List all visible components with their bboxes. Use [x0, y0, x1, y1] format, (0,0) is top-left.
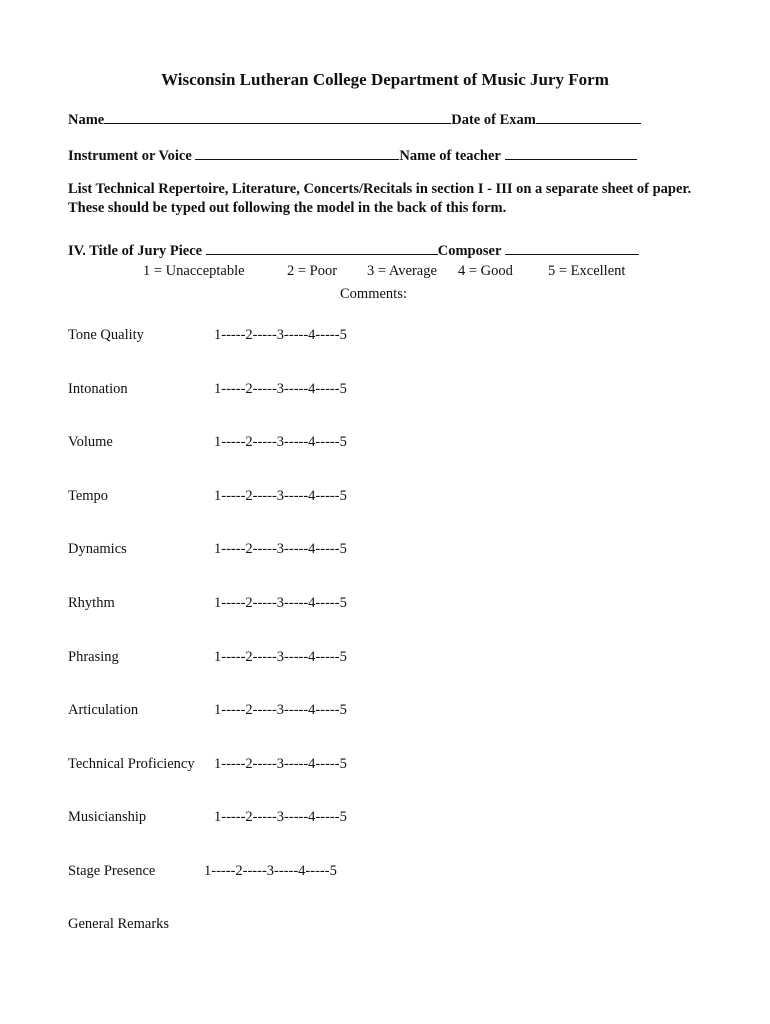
instrument-row: [68, 146, 637, 165]
rating-scale-tempo[interactable]: 1-----2-----3-----4-----5: [214, 488, 347, 504]
name-field[interactable]: [104, 110, 451, 124]
jury-piece-row: [68, 241, 639, 260]
criterion-intonation: Intonation: [68, 381, 128, 397]
composer-label: Composer: [437, 243, 502, 259]
rating-scale-tone-quality[interactable]: 1-----2-----3-----4-----5: [214, 327, 347, 343]
criterion-tone-quality: Tone Quality: [68, 327, 144, 343]
legend-unacceptable: 1 = Unacceptable: [143, 263, 245, 279]
general-remarks-label: General Remarks: [68, 916, 170, 932]
jury-piece-field[interactable]: [206, 241, 438, 255]
comments-label: Comments:: [340, 286, 407, 302]
criterion-tempo: Tempo: [68, 488, 109, 504]
instrument-field[interactable]: [195, 146, 399, 160]
name-row: [68, 110, 641, 129]
criterion-rhythm: Rhythm: [68, 595, 115, 611]
legend-excellent: 5 = Excellent: [548, 263, 626, 279]
rating-scale-phrasing[interactable]: 1-----2-----3-----4-----5: [214, 649, 347, 665]
criterion-technical-proficiency: Technical Proficiency: [68, 756, 195, 772]
composer-field[interactable]: [505, 241, 639, 255]
rating-scale-articulation[interactable]: 1-----2-----3-----4-----5: [214, 702, 347, 718]
rating-scale-volume[interactable]: 1-----2-----3-----4-----5: [214, 434, 347, 450]
date-field[interactable]: [536, 110, 641, 124]
criterion-musicianship: Musicianship: [68, 809, 147, 825]
criterion-articulation: Articulation: [68, 702, 139, 718]
date-label: Date of Exam: [451, 112, 536, 128]
criterion-volume: Volume: [68, 434, 113, 450]
criterion-dynamics: Dynamics: [68, 541, 127, 557]
legend-good: 4 = Good: [458, 263, 513, 279]
rating-scale-technical-proficiency[interactable]: 1-----2-----3-----4-----5: [214, 756, 347, 772]
rating-scale-stage-presence[interactable]: 1-----2-----3-----4-----5: [204, 863, 337, 879]
rating-scale-musicianship[interactable]: 1-----2-----3-----4-----5: [214, 809, 347, 825]
criterion-phrasing: Phrasing: [68, 649, 119, 665]
rating-scale-rhythm[interactable]: 1-----2-----3-----4-----5: [214, 595, 347, 611]
instructions: List Technical Repertoire, Literature, Concerts/Recitals in section I - III on a separate sheet of paper. These should be typed out following the model in the back of this form.: [68, 181, 692, 216]
rating-scale-dynamics[interactable]: 1-----2-----3-----4-----5: [214, 541, 347, 557]
name-label: Name: [68, 112, 105, 128]
criterion-stage-presence: Stage Presence: [68, 863, 156, 879]
legend-average: 3 = Average: [367, 263, 437, 279]
form-title: Wisconsin Lutheran College Department of Music Jury Form: [161, 70, 609, 89]
rating-scale-intonation[interactable]: 1-----2-----3-----4-----5: [214, 381, 347, 397]
instrument-label: Instrument or Voice: [68, 148, 192, 164]
legend-poor: 2 = Poor: [287, 263, 338, 279]
teacher-field[interactable]: [505, 146, 637, 160]
teacher-label: Name of teacher: [399, 148, 501, 164]
jury-piece-label: IV. Title of Jury Piece: [68, 243, 203, 259]
